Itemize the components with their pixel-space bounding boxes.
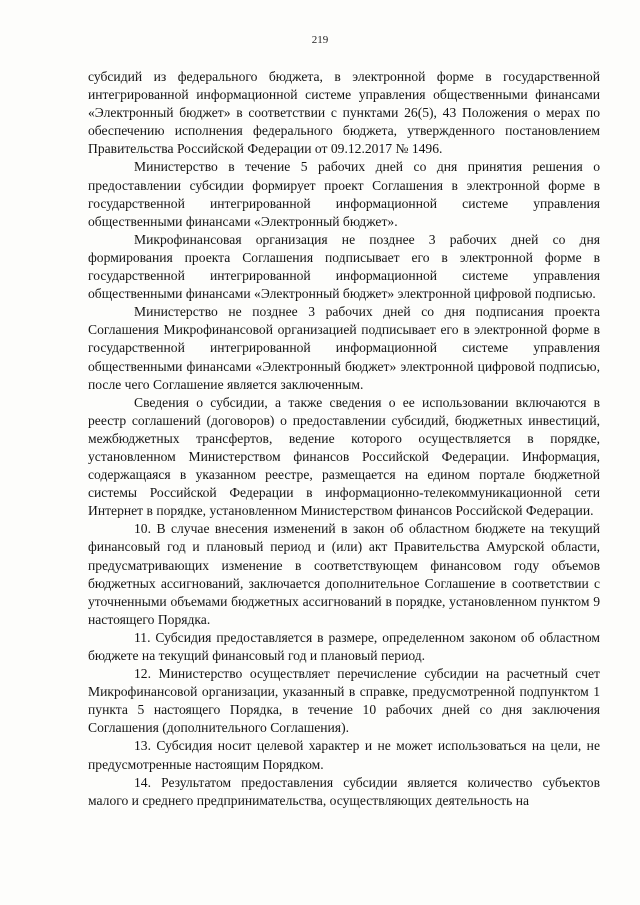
paragraph-mfo-signs: Микрофинансовая организация не позднее 3 рабочих дней со дня формирования проекта Соглашения подписывает его в электронной форме в государственной интегрированной информационной системе управления общественными финансами «Электронный бюджет» электронной цифровой подписью. (88, 231, 600, 302)
paragraph-ministry-signs: Министерство не позднее 3 рабочих дней со дня подписания проекта Соглашения Микрофинансовой организацией подписывает его в электронной форме в государственной интегрированной информационной системе управления общественными финансами «Электронный бюджет» электронной цифровой подписью, после чего Соглашение является заключенным. (88, 304, 600, 392)
paragraph-item-12: 12. Министерство осуществляет перечисление субсидии на расчетный счет Микрофинансовой организации, указанный в справке, предусмотренной подпунктом 1 пункта 5 настоящего Порядка, в течение 10 рабочих дней со дня заключения Соглашения (дополнительного Соглашения). (88, 666, 600, 736)
page-number: 219 (311, 34, 329, 46)
paragraph-continuation: субсидий из федерального бюджета, в электронной форме в государственной интегрированной информационной системе управления общественными финансами «Электронный бюджет» в соответствии с пунктами 26(5), 43 Положения о мерах по обеспечению исполнения федерального бюджета, утвержденного постановлением Правительства Российской Федерации от 09.12.2017 № 1496. (88, 69, 600, 157)
paragraph-ministry-drafts-agreement: Министерство в течение 5 рабочих дней со дня принятия решения о предоставлении субсидии формирует проект Соглашения в электронной форме в государственной интегрированной информационной системе управления общественными финансами «Электронный бюджет». (88, 159, 600, 229)
paragraph-registry-info: Сведения о субсидии, а также сведения о ее использовании включаются в реестр соглашений (договоров) о предоставлении субсидий, бюджетных инвестиций, межбюджетных трансфертов, ведение которого осуществляется в порядке, установленном Министерством финансов Российской Федерации. Информация, содержащаяся в указанном реестре, размещается на едином портале бюджетной системы Российской Федерации в информационно-телекоммуникационной сети Интернет в порядке, установленном Министерством финансов Российской Федерации. (88, 394, 600, 519)
paragraph-item-11: 11. Субсидия предоставляется в размере, определенном законом об областном бюджете на текущий финансовый год и плановый период. (88, 629, 600, 663)
paragraph-item-13: 13. Субсидия носит целевой характер и не может использоваться на цели, не предусмотренные настоящим Порядком. (88, 738, 600, 772)
paragraph-item-14: 14. Результатом предоставления субсидии является количество субъектов малого и среднего предпринимательства, осуществляющих деятельность на (88, 774, 600, 808)
document-body (88, 68, 600, 810)
paragraph-item-10: 10. В случае внесения изменений в закон об областном бюджете на текущий финансовый год и плановый период и (или) акт Правительства Амурской области, предусматривающих изменение в соответствующем финансовом году объемов бюджетных ассигнований, заключается дополнительное Соглашение в соответствии с уточненными объемами бюджетных ассигнований в порядке, установленном пунктом 9 настоящего Порядка. (88, 521, 600, 627)
